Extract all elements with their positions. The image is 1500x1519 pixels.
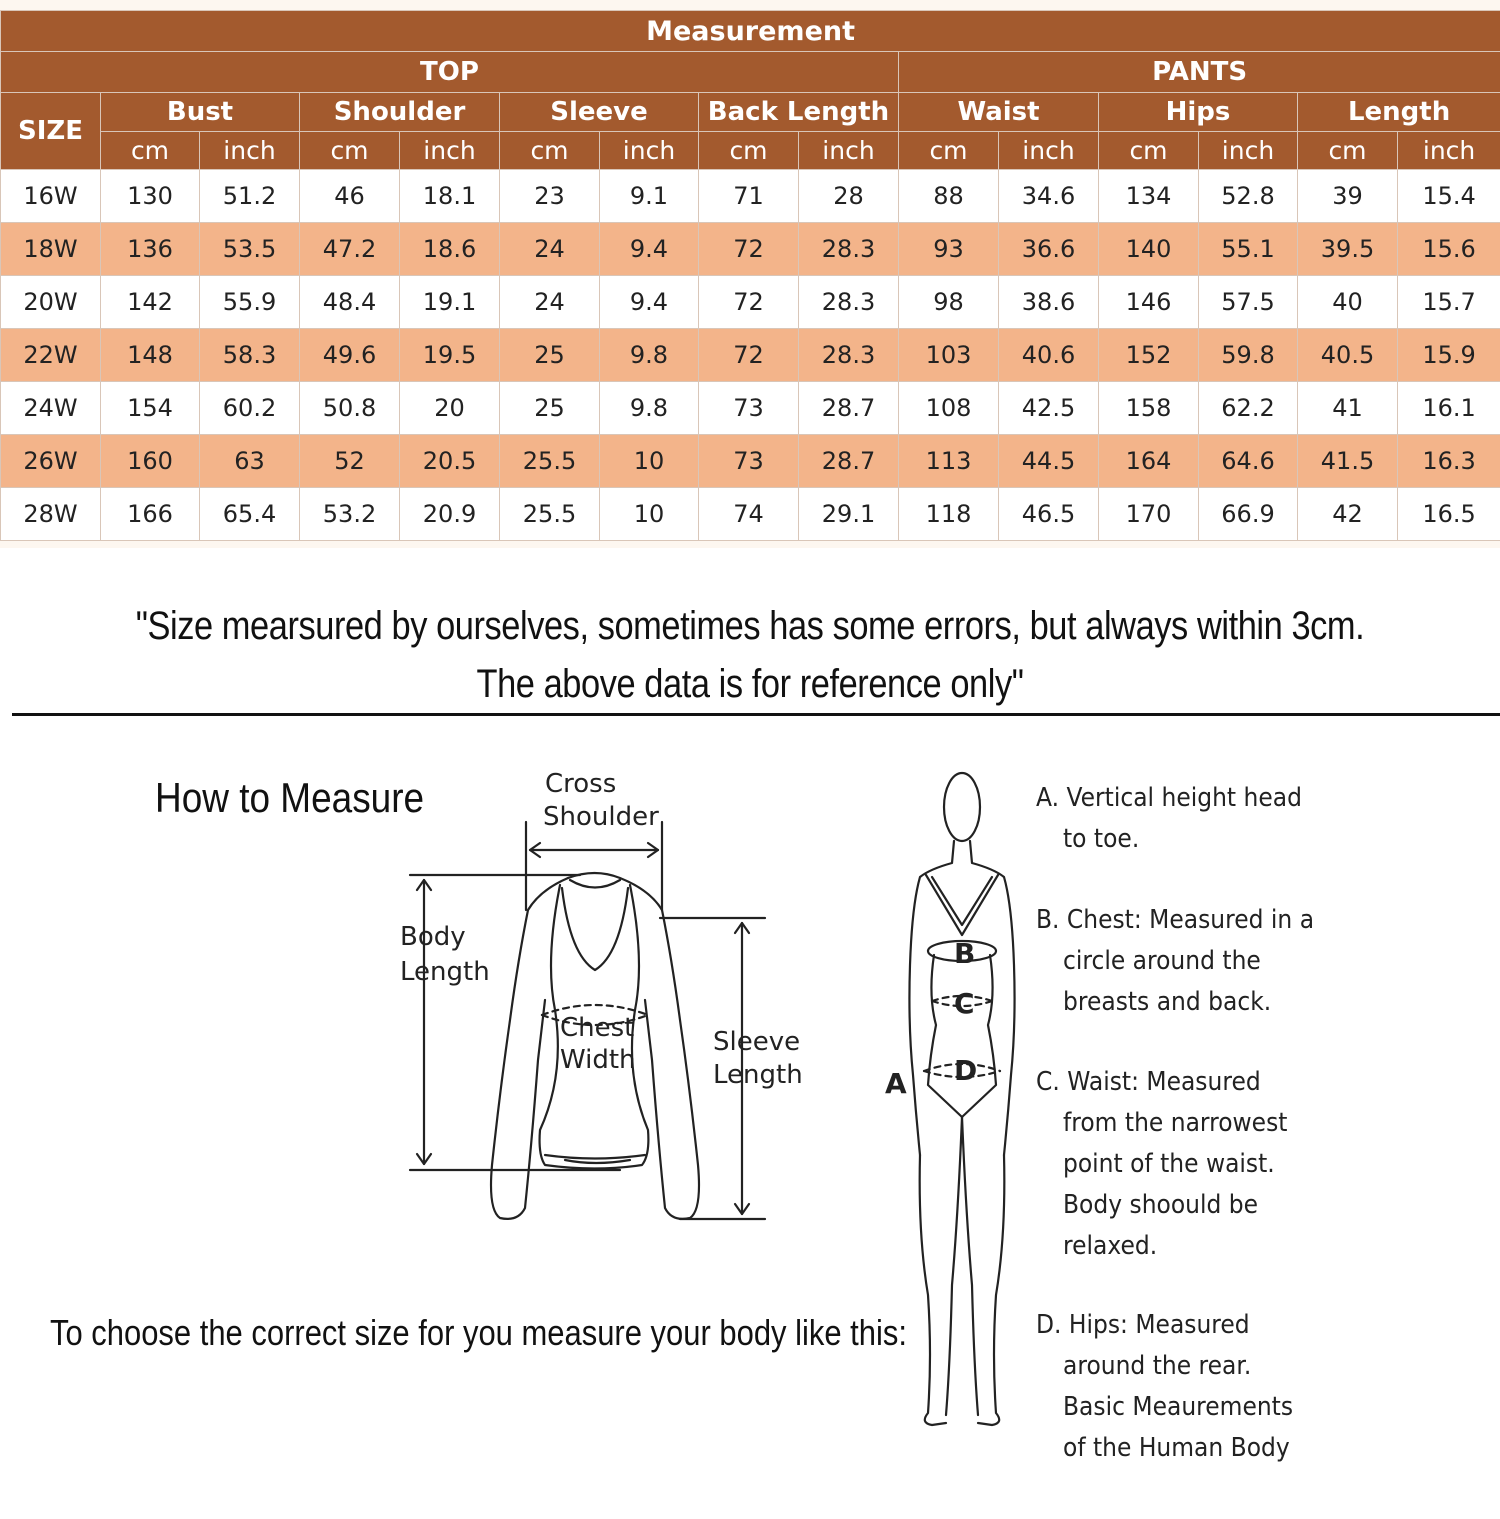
measure-header: Waist xyxy=(899,93,1099,132)
value-cell: 58.3 xyxy=(200,329,300,382)
size-table xyxy=(0,10,1500,541)
value-cell: 164 xyxy=(1099,435,1199,488)
description-a-line: A. Vertical height head xyxy=(1036,783,1302,813)
value-cell: 49.6 xyxy=(300,329,400,382)
note-line-2: The above data is for reference only" xyxy=(476,662,1024,706)
value-cell: 19.1 xyxy=(400,276,500,329)
value-cell: 42 xyxy=(1298,488,1398,541)
value-cell: 113 xyxy=(899,435,999,488)
value-cell: 64.6 xyxy=(1199,435,1298,488)
measure-header: Length xyxy=(1298,93,1500,132)
value-cell: 148 xyxy=(101,329,200,382)
description-c-line: from the narrowest xyxy=(1063,1108,1288,1138)
description-d-line: D. Hips: Measured xyxy=(1036,1310,1250,1340)
value-cell: 28.7 xyxy=(799,382,899,435)
measure-header: Bust xyxy=(101,93,300,132)
value-cell: 34.6 xyxy=(999,170,1099,223)
size-cell: 18W xyxy=(1,223,101,276)
description-b-line: B. Chest: Measured in a xyxy=(1036,905,1315,935)
value-cell: 55.1 xyxy=(1199,223,1298,276)
value-cell: 19.5 xyxy=(400,329,500,382)
value-cell: 71 xyxy=(699,170,799,223)
how-to-measure-title: How to Measure xyxy=(155,774,425,821)
unit-header-cm: cm xyxy=(500,132,600,170)
measure-header: Hips xyxy=(1099,93,1298,132)
letter-b: B xyxy=(954,937,976,970)
value-cell: 41 xyxy=(1298,382,1398,435)
description-a xyxy=(1036,778,1302,860)
measure-header: Back Length xyxy=(699,93,899,132)
value-cell: 40.5 xyxy=(1298,329,1398,382)
unit-header-inch: inch xyxy=(600,132,699,170)
value-cell: 15.9 xyxy=(1398,329,1500,382)
description-c-line: Body shoould be xyxy=(1063,1190,1259,1220)
label-chest: Chest xyxy=(560,1013,635,1043)
table-row xyxy=(1,223,1500,276)
unit-header-inch: inch xyxy=(1398,132,1500,170)
value-cell: 154 xyxy=(101,382,200,435)
value-cell: 93 xyxy=(899,223,999,276)
letter-c: C xyxy=(954,987,975,1020)
value-cell: 28 xyxy=(799,170,899,223)
description-a-line: to toe. xyxy=(1063,824,1140,854)
value-cell: 16.1 xyxy=(1398,382,1500,435)
value-cell: 20.5 xyxy=(400,435,500,488)
unit-header-inch: inch xyxy=(799,132,899,170)
unit-header-inch: inch xyxy=(999,132,1099,170)
value-cell: 25 xyxy=(500,329,600,382)
value-cell: 52.8 xyxy=(1199,170,1298,223)
value-cell: 28.3 xyxy=(799,276,899,329)
measure-header: Sleeve xyxy=(500,93,699,132)
value-cell: 18.6 xyxy=(400,223,500,276)
table-row xyxy=(1,329,1500,382)
description-b-line: breasts and back. xyxy=(1063,987,1272,1017)
table-row xyxy=(1,435,1500,488)
value-cell: 142 xyxy=(101,276,200,329)
value-cell: 134 xyxy=(1099,170,1199,223)
value-cell: 152 xyxy=(1099,329,1199,382)
value-cell: 15.7 xyxy=(1398,276,1500,329)
value-cell: 48.4 xyxy=(300,276,400,329)
value-cell: 28.3 xyxy=(799,223,899,276)
value-cell: 16.5 xyxy=(1398,488,1500,541)
label-width: Width xyxy=(560,1045,636,1075)
table-row xyxy=(1,276,1500,329)
description-c-line: relaxed. xyxy=(1063,1231,1158,1261)
size-column-header: SIZE xyxy=(1,93,101,170)
value-cell: 72 xyxy=(699,276,799,329)
value-cell: 44.5 xyxy=(999,435,1099,488)
description-c-line: point of the waist. xyxy=(1063,1149,1275,1179)
value-cell: 57.5 xyxy=(1199,276,1298,329)
value-cell: 40 xyxy=(1298,276,1398,329)
value-cell: 72 xyxy=(699,223,799,276)
note-line-1: "Size mearsured by ourselves, sometimes has some errors, but always within 3cm. xyxy=(135,604,1365,648)
value-cell: 60.2 xyxy=(200,382,300,435)
choose-size-instruction: To choose the correct size for you measure your body like this: xyxy=(50,1312,907,1353)
value-cell: 53.5 xyxy=(200,223,300,276)
divider xyxy=(12,713,1500,716)
letter-d: D xyxy=(954,1054,978,1087)
value-cell: 74 xyxy=(699,488,799,541)
unit-header-cm: cm xyxy=(899,132,999,170)
value-cell: 9.4 xyxy=(600,223,699,276)
table-row xyxy=(1,488,1500,541)
value-cell: 158 xyxy=(1099,382,1199,435)
value-cell: 18.1 xyxy=(400,170,500,223)
label-cross: Cross xyxy=(545,769,617,799)
description-b-line: circle around the xyxy=(1063,946,1261,976)
size-cell: 16W xyxy=(1,170,101,223)
value-cell: 53.2 xyxy=(300,488,400,541)
measure-header: Shoulder xyxy=(300,93,500,132)
value-cell: 10 xyxy=(600,488,699,541)
label-sleeve: Sleeve xyxy=(713,1027,801,1057)
label-body: Body xyxy=(400,922,466,952)
value-cell: 23 xyxy=(500,170,600,223)
value-cell: 39 xyxy=(1298,170,1398,223)
unit-header-cm: cm xyxy=(101,132,200,170)
value-cell: 47.2 xyxy=(300,223,400,276)
value-cell: 73 xyxy=(699,382,799,435)
value-cell: 41.5 xyxy=(1298,435,1398,488)
value-cell: 140 xyxy=(1099,223,1199,276)
table-title: Measurement xyxy=(1,11,1500,52)
value-cell: 46.5 xyxy=(999,488,1099,541)
unit-header-inch: inch xyxy=(200,132,300,170)
value-cell: 136 xyxy=(101,223,200,276)
value-cell: 55.9 xyxy=(200,276,300,329)
group-pants: PANTS xyxy=(899,52,1500,93)
value-cell: 38.6 xyxy=(999,276,1099,329)
table-row xyxy=(1,382,1500,435)
unit-header-cm: cm xyxy=(699,132,799,170)
value-cell: 63 xyxy=(200,435,300,488)
description-d-line: Basic Meaurements xyxy=(1063,1392,1294,1422)
unit-header-cm: cm xyxy=(1099,132,1199,170)
description-d-line: of the Human Body xyxy=(1063,1433,1290,1463)
value-cell: 9.8 xyxy=(600,329,699,382)
size-cell: 22W xyxy=(1,329,101,382)
value-cell: 20 xyxy=(400,382,500,435)
value-cell: 66.9 xyxy=(1199,488,1298,541)
value-cell: 29.1 xyxy=(799,488,899,541)
size-cell: 20W xyxy=(1,276,101,329)
value-cell: 24 xyxy=(500,276,600,329)
value-cell: 24 xyxy=(500,223,600,276)
unit-header-cm: cm xyxy=(300,132,400,170)
value-cell: 28.3 xyxy=(799,329,899,382)
description-c-line: C. Waist: Measured xyxy=(1036,1067,1261,1097)
description-d xyxy=(1036,1305,1293,1469)
value-cell: 103 xyxy=(899,329,999,382)
value-cell: 59.8 xyxy=(1199,329,1298,382)
value-cell: 46 xyxy=(300,170,400,223)
label-sleeve-length: Length xyxy=(713,1060,803,1090)
value-cell: 62.2 xyxy=(1199,382,1298,435)
unit-header-cm: cm xyxy=(1298,132,1398,170)
value-cell: 166 xyxy=(101,488,200,541)
value-cell: 98 xyxy=(899,276,999,329)
label-body-length: Length xyxy=(400,957,490,987)
label-shoulder: Shoulder xyxy=(543,802,659,832)
value-cell: 130 xyxy=(101,170,200,223)
value-cell: 108 xyxy=(899,382,999,435)
value-cell: 39.5 xyxy=(1298,223,1398,276)
shirt-diagram xyxy=(380,760,820,1240)
size-cell: 24W xyxy=(1,382,101,435)
value-cell: 16.3 xyxy=(1398,435,1500,488)
unit-header-inch: inch xyxy=(400,132,500,170)
value-cell: 50.8 xyxy=(300,382,400,435)
table-row xyxy=(1,170,1500,223)
size-cell: 28W xyxy=(1,488,101,541)
value-cell: 73 xyxy=(699,435,799,488)
value-cell: 9.4 xyxy=(600,276,699,329)
value-cell: 160 xyxy=(101,435,200,488)
letter-a: A xyxy=(885,1067,907,1100)
group-top: TOP xyxy=(1,52,899,93)
description-b xyxy=(1036,900,1314,1023)
value-cell: 25 xyxy=(500,382,600,435)
value-cell: 15.6 xyxy=(1398,223,1500,276)
value-cell: 9.1 xyxy=(600,170,699,223)
value-cell: 28.7 xyxy=(799,435,899,488)
value-cell: 42.5 xyxy=(999,382,1099,435)
size-cell: 26W xyxy=(1,435,101,488)
value-cell: 52 xyxy=(300,435,400,488)
value-cell: 25.5 xyxy=(500,488,600,541)
value-cell: 146 xyxy=(1099,276,1199,329)
description-d-line: around the rear. xyxy=(1063,1351,1252,1381)
value-cell: 72 xyxy=(699,329,799,382)
value-cell: 20.9 xyxy=(400,488,500,541)
value-cell: 9.8 xyxy=(600,382,699,435)
value-cell: 36.6 xyxy=(999,223,1099,276)
description-c xyxy=(1036,1062,1287,1267)
value-cell: 40.6 xyxy=(999,329,1099,382)
value-cell: 170 xyxy=(1099,488,1199,541)
value-cell: 10 xyxy=(600,435,699,488)
value-cell: 25.5 xyxy=(500,435,600,488)
size-chart xyxy=(0,0,1500,548)
value-cell: 51.2 xyxy=(200,170,300,223)
value-cell: 65.4 xyxy=(200,488,300,541)
value-cell: 15.4 xyxy=(1398,170,1500,223)
value-cell: 118 xyxy=(899,488,999,541)
unit-header-inch: inch xyxy=(1199,132,1298,170)
value-cell: 88 xyxy=(899,170,999,223)
